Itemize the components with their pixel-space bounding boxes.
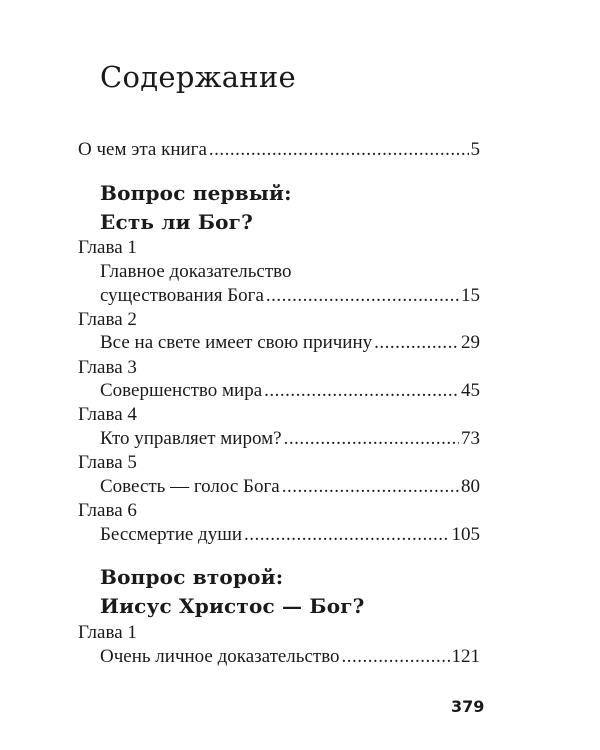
entry-page: 80 xyxy=(461,476,480,497)
dot-leader xyxy=(282,475,459,499)
entry-title: Бессмертие души xyxy=(100,524,243,545)
entry-title: существования Бога xyxy=(100,285,264,306)
entry-title: Совесть — голос Бога xyxy=(100,476,280,497)
dot-leader xyxy=(266,284,459,308)
page-number: 379 xyxy=(451,697,485,716)
toc-entry-intro xyxy=(78,138,480,162)
part-heading: Вопрос второй: xyxy=(100,565,284,589)
part-heading: Иисус Христос — Бог? xyxy=(100,594,365,618)
entry-title: Совершенство мира xyxy=(100,380,263,401)
dot-leader xyxy=(209,138,469,162)
entry-title: О чем эта книга xyxy=(78,139,207,160)
entry-page: 121 xyxy=(451,646,480,667)
entry-title: Все на свете имеет свою причину xyxy=(100,332,373,353)
entry-page: 73 xyxy=(461,428,480,449)
chapter-label: Глава 5 xyxy=(78,452,137,473)
chapter-label: Глава 1 xyxy=(78,237,137,258)
chapter-label: Глава 6 xyxy=(78,500,137,521)
toc-entry xyxy=(100,379,480,403)
dot-leader xyxy=(342,645,450,669)
chapter-label: Глава 4 xyxy=(78,404,137,425)
entry-page: 105 xyxy=(451,524,480,545)
part-heading: Есть ли Бог? xyxy=(100,210,254,234)
chapter-label: Глава 2 xyxy=(78,309,137,330)
entry-page: 29 xyxy=(461,332,480,353)
entry-title: Главное доказательство xyxy=(100,261,292,282)
entry-title: Очень личное доказательство xyxy=(100,646,340,667)
toc-entry xyxy=(100,284,480,308)
chapter-label: Глава 3 xyxy=(78,357,137,378)
dot-leader xyxy=(284,427,459,451)
chapter-label: Глава 1 xyxy=(78,622,137,643)
dot-leader xyxy=(374,331,459,355)
part-heading: Вопрос первый: xyxy=(100,181,292,205)
entry-page: 5 xyxy=(470,139,480,160)
toc-entry xyxy=(100,427,480,451)
toc-entry xyxy=(100,645,480,669)
entry-page: 15 xyxy=(461,285,480,306)
toc-entry xyxy=(100,331,480,355)
toc-entry xyxy=(100,475,480,499)
dot-leader xyxy=(264,379,459,403)
dot-leader xyxy=(244,523,449,547)
entry-title: Кто управляет миром? xyxy=(100,428,282,449)
toc-entry xyxy=(100,523,480,547)
entry-page: 45 xyxy=(461,380,480,401)
page-title: Содержание xyxy=(100,60,297,94)
